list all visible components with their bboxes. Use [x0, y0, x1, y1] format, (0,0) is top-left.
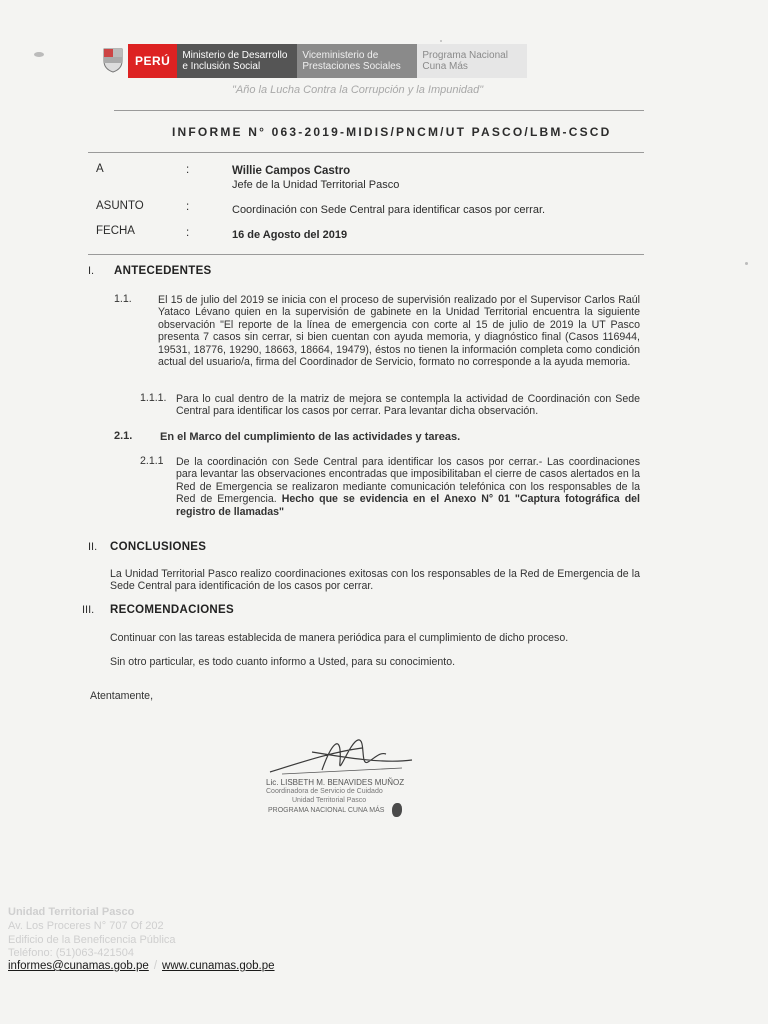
signer-program: PROGRAMA NACIONAL CUNA MÁS [268, 807, 385, 814]
closing-text: Sin otro particular, es todo cuanto informo a Usted, para su conocimiento. [110, 656, 456, 668]
to-label: A [96, 163, 104, 175]
ink-mark [392, 803, 402, 817]
subject-label: ASUNTO [96, 200, 144, 212]
section-2-number: II. [88, 541, 98, 553]
footer-unit: Unidad Territorial Pasco [8, 906, 135, 918]
to-title: Jefe de la Unidad Territorial Pasco [232, 179, 400, 191]
item-2-1-title: En el Marco del cumplimiento de las actividades y tareas. [160, 431, 461, 443]
conclusions-text: La Unidad Territorial Pasco realizo coordinaciones exitosas con los responsables de la Red de Emergencia de la Sede Central para identificación de los casos por cerrar. [110, 568, 640, 593]
footer-building: Edificio de la Beneficencia Pública [8, 934, 176, 946]
peru-label: PERÚ [128, 44, 177, 78]
item-2-1-1-text [176, 456, 640, 518]
subject-colon: : [186, 201, 190, 213]
signer-role: Coordinadora de Servicio de Cuidado [266, 788, 383, 795]
letterhead [100, 44, 527, 78]
date-value: 16 de Agosto del 2019 [232, 229, 348, 241]
section-3-title: RECOMENDACIONES [110, 604, 234, 616]
recommendations-text: Continuar con las tareas establecida de manera periódica para el cumplimiento de dicho proceso. [110, 632, 569, 644]
section-3-number: III. [82, 604, 95, 616]
scan-speck [34, 52, 44, 57]
title-divider [88, 152, 644, 153]
item-1-1-number: 1.1. [114, 293, 132, 305]
item-2-1-1-number: 2.1.1 [140, 455, 164, 467]
signer-unit: Unidad Territorial Pasco [292, 797, 367, 804]
program-label: Programa Nacional Cuna Más [417, 44, 527, 78]
section-1-title: ANTECEDENTES [114, 265, 212, 277]
footer-separator: / [153, 960, 158, 972]
website-link[interactable]: www.cunamas.gob.pe [162, 960, 275, 972]
scan-speck [745, 262, 748, 265]
item-1-1-1-number: 1.1.1. [140, 392, 167, 404]
meta-divider [88, 254, 644, 255]
farewell: Atentamente, [90, 690, 154, 702]
top-divider [114, 110, 644, 111]
to-colon: : [186, 164, 190, 176]
year-motto: "Año la Lucha Contra la Corrupción y la Impunidad" [232, 84, 484, 96]
date-colon: : [186, 227, 190, 239]
vice-ministry-label: Viceministerio de Prestaciones Sociales [297, 44, 417, 78]
section-2-title: CONCLUSIONES [110, 541, 207, 553]
scan-speck [440, 40, 442, 42]
to-name: Willie Campos Castro [232, 165, 351, 177]
date-label: FECHA [96, 225, 135, 237]
footer-phone: Teléfono: (51)063-421504 [8, 947, 134, 959]
signature-block [262, 722, 442, 832]
section-1-number: I. [88, 265, 95, 277]
footer-links [8, 960, 275, 972]
email-link[interactable]: informes@cunamas.gob.pe [8, 960, 149, 972]
item-1-1-text: El 15 de julio del 2019 se inicia con el proceso de supervisión realizado por el Supervisor Carlos Raúl Yataco Lévano quien en la supervisión de gabinete en la Unidad Territorial encuentra la siguiente observación "El reporte de la línea de emergencia con corte al 15 de julio de 2019 la UT Pasco presenta 7 casos sin cerrar, si bien cuentan con ayuda memoria, y diagnóstico final (Casos 116944, 19531, 18776, 19290, 18663, 18664, 19479), éstos no tienen la información completa como condición actual del usuario/a, firma del Coordinador de Servicio, formato no corresponde a la ayuda memoria. [158, 294, 640, 369]
ministry-label: Ministerio de Desarrollo e Inclusión Social [177, 44, 297, 78]
footer-address: Av. Los Proceres N° 707 Of 202 [8, 920, 164, 932]
subject-value: Coordinación con Sede Central para identificar casos por cerrar. [232, 204, 546, 216]
signer-name: Lic. LISBETH M. BENAVIDES MUÑOZ [266, 778, 405, 787]
item-2-1-1-evidence: Hecho que se evidencia en el Anexo N° 01 "Captura fotográfica del registro de llamadas" [176, 493, 640, 518]
item-1-1-1-text: Para lo cual dentro de la matriz de mejora se contempla la actividad de Coordinación con Sede Central para identificar los casos por cerrar. Para levantar dicha observación. [176, 393, 640, 418]
item-2-1-number: 2.1. [114, 430, 133, 442]
report-number: INFORME N° 063-2019-MIDIS/PNCM/UT PASCO/LBM-CSCD [172, 125, 612, 139]
item-2-1-1-body: De la coordinación con Sede Central para identificar los casos por cerrar.- Las coordinaciones para levantar las observaciones encontradas que imposibilitaban el cierre de casos alertados en la Red de Emergencia se realizaron mediante comunicación telefónica con los responsables de la Red de Emergencia. [176, 456, 640, 506]
coat-of-arms-icon [100, 44, 126, 76]
